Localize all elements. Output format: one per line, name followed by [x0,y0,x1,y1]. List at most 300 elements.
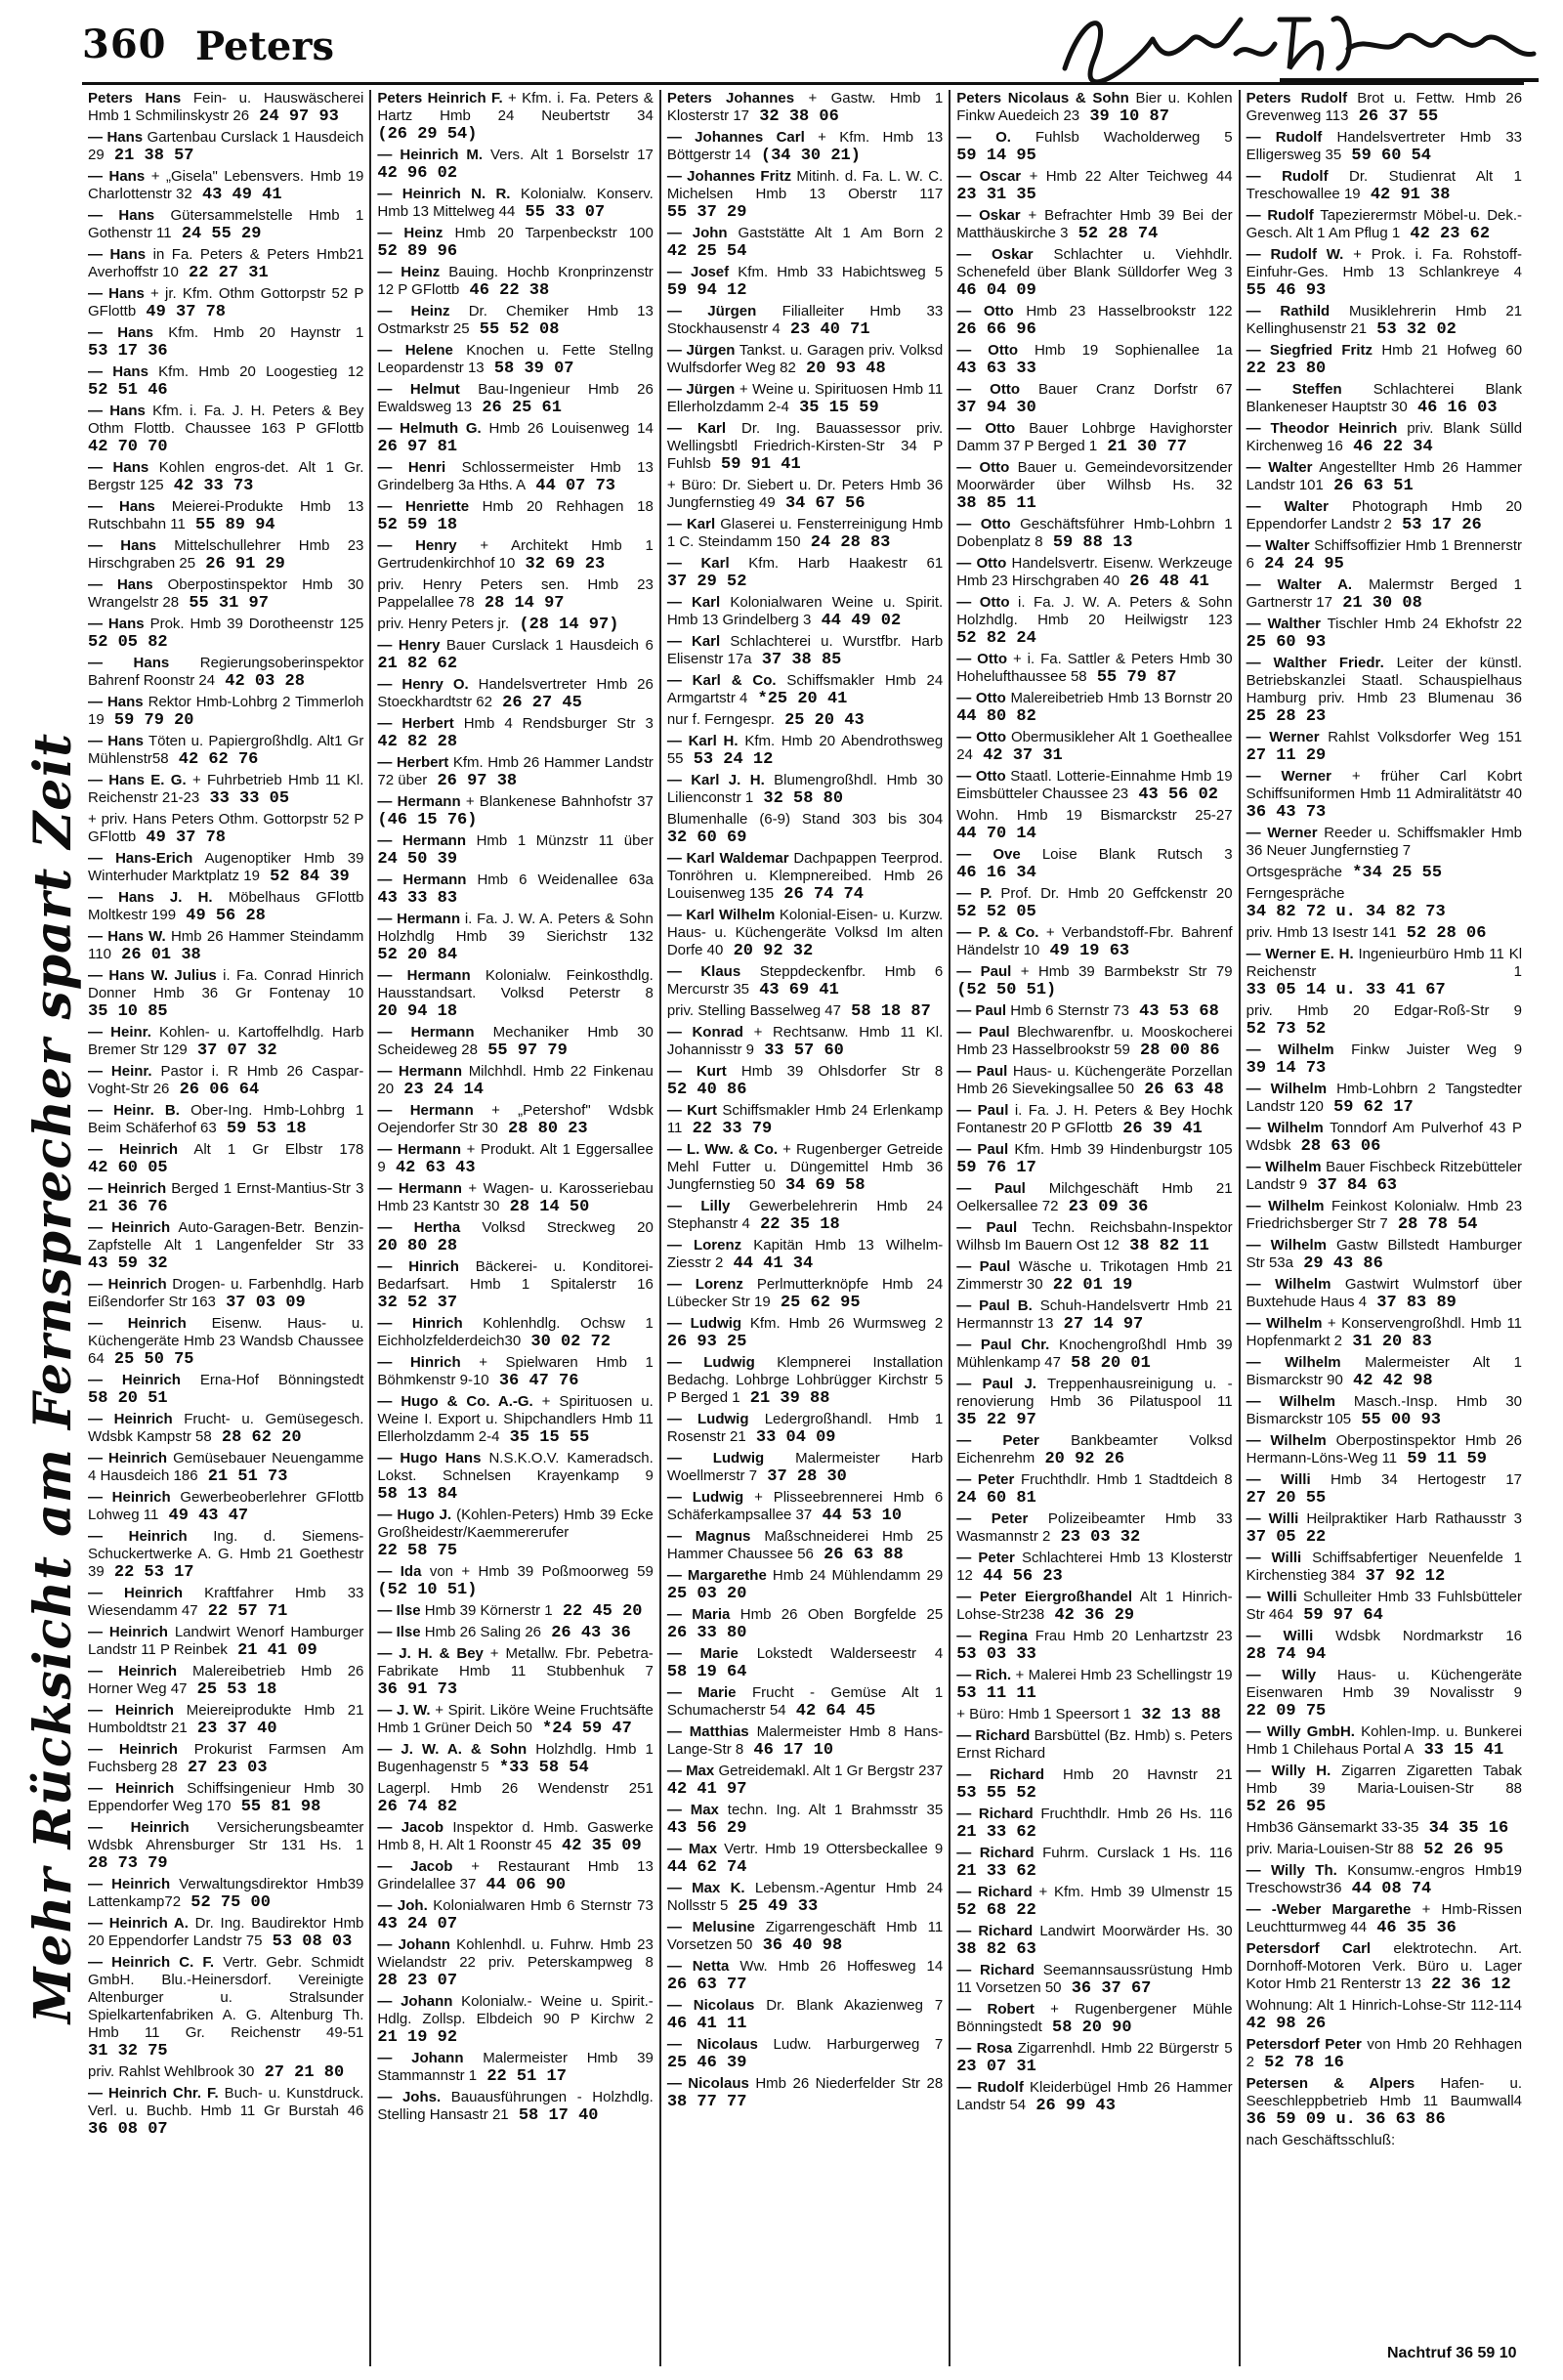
entry-name: — Walther [1246,616,1321,632]
entry-name: — Nicolaus [666,2036,758,2053]
entry-phone-number: 42 62 76 [178,750,259,769]
directory-entry [956,342,1232,378]
entry-details: Dr. Blank Akazienweg 7 [766,1997,944,2014]
entry-phone-number: 35 22 97 [956,1411,1036,1429]
entry-details: Frau Hmb 20 Lenhartzstr 23 [1035,1628,1233,1644]
entry-name: — Hugo J. [377,1507,452,1523]
entry-details: Fein- u. Hauswäscherei Hmb 1 Schmilinskystr 26 [88,90,364,124]
directory-entry [88,772,363,808]
entry-details: + Spielwaren Hmb 1 Böhmkenstr 9-10 [377,1354,654,1388]
entry-name: — Ludwig [666,1489,744,1506]
entry-details: Kolonialw. Konserv. Hmb 13 Mittelweg 44 [377,186,654,220]
entry-details: Fruchthdlr. Hmb 1 Stadtdeich 8 [1021,1471,1233,1488]
directory-entry [667,1354,943,1408]
entry-details: Milchhdl. Hmb 22 Finkenau 20 [377,1063,654,1097]
entry-phone-number: 46 35 36 [1376,1919,1457,1937]
entry-name: — Heinrich [88,1585,184,1601]
entry-details: Kfm. Hmb 26 Hammer Landstr 72 über [377,754,654,788]
directory-entry [1246,1432,1522,1468]
entry-phone-number: 28 14 97 [484,594,565,613]
directory-entry [956,768,1232,804]
entry-name: Peters Heinrich F. [377,90,503,106]
entry-phone-number: 42 36 29 [1054,1606,1135,1625]
directory-entry [956,1628,1232,1664]
entry-details: Kolonial-Eisen- u. Kurzw. Haus- u. Küchengeräte Volksd Im alten Dorfe 40 [666,907,944,958]
entry-phone-number: 21 51 73 [207,1467,288,1486]
entry-details: Hmb 26 Oben Borgfelde 25 [739,1606,944,1623]
directory-entry [88,1411,363,1447]
entry-details: nur f. Ferngespr. [666,711,775,728]
entry-phone-number: 38 82 63 [956,1940,1036,1959]
entry-name: — Hans [88,459,149,476]
entry-details: + Spirituosen u. Weine I. Export u. Shipchandlers Hmb 11 Ellerholzdamm 2-4 [377,1393,654,1445]
entry-phone-number: 26 99 43 [1035,2097,1116,2115]
entry-phone-number: 43 33 83 [377,889,458,908]
entry-name: — Lilly [666,1198,731,1214]
entry-details: Tankst. u. Garagen priv. Volksd Wulfsdorfer Weg 82 [666,342,944,376]
entry-details: Zigarrenhdl. Hmb 22 Bürgerstr 5 [1017,2040,1233,2057]
directory-entry [956,1258,1232,1295]
entry-name: — Werner E. H. [1246,946,1354,962]
entry-phone-number: 21 30 08 [1342,594,1422,613]
entry-phone-number: 44 06 90 [486,1876,567,1894]
entry-name: — Heinr. [88,1024,151,1041]
entry-phone-number: 52 75 00 [190,1893,271,1912]
directory-entry [956,729,1232,765]
entry-phone-number: 52 26 95 [1423,1841,1503,1859]
entry-phone-number: (26 29 54) [377,125,478,144]
entry-phone-number: 20 94 18 [377,1002,458,1021]
entry-name: — Nicolaus [666,2075,749,2092]
entry-details: i. Fa. Conrad Hinrich Donner Hmb 36 Gr Fontenay 10 [88,967,364,1001]
directory-entry [1246,576,1522,613]
entry-phone-number: 42 82 28 [377,733,458,751]
entry-phone-number: 25 28 23 [1246,707,1327,726]
directory-entry [956,1510,1232,1547]
entry-phone-number: 43 56 02 [1138,786,1218,804]
entry-phone-number: 21 82 62 [377,655,458,673]
directory-entry [1246,129,1522,165]
entry-details: Blechwarenfbr. u. Mooskocherei Hmb 23 Hasselbrookstr 59 [956,1024,1233,1058]
entry-details: Haus- u. Küchengeräte Porzellan Hmb 26 Sievekingsallee 50 [956,1063,1233,1097]
directory-entry [667,477,943,513]
entry-name: — Paul J. [956,1376,1036,1392]
entry-phone-number: 27 20 55 [1246,1489,1327,1508]
directory-entry [88,733,363,769]
directory-entry [377,715,653,751]
directory-entry [88,1180,363,1216]
entry-phone-number: 28 78 54 [1397,1215,1478,1234]
directory-entry [1246,1667,1522,1721]
entry-name: — Hermann [377,911,461,927]
entry-phone-number: 21 19 92 [377,2028,458,2047]
entry-details: Kfm. Hmb 20 Haynstr 1 [168,324,364,341]
entry-name: — J. H. & Bey [377,1645,484,1662]
entry-phone-number: 32 13 88 [1141,1706,1221,1724]
directory-entry [667,963,943,999]
entry-phone-number: 44 41 34 [733,1254,814,1273]
entry-phone-number: 28 23 07 [377,1972,458,1990]
entry-phone-number: 25 46 39 [666,2054,747,2072]
entry-details: Meierei-Produkte Hmb 13 Rutschbahn 11 [88,498,364,532]
entry-name: — Herbert [377,715,454,732]
entry-phone-number: 26 37 55 [1358,107,1439,126]
entry-name: — Johannes Fritz [666,168,792,185]
entry-details: Lagerpl. Hmb 26 Wendenstr 251 [377,1780,654,1797]
entry-details: Kohlen-Imp. u. Bunkerei Hmb 1 Chilehaus Portal A [1246,1723,1523,1758]
entry-details: Wohn. Hmb 19 Bismarckstr 25-27 [956,807,1233,824]
entry-details: Heilpraktiker Harb Rathausstr 3 [1306,1510,1523,1527]
entry-details: Zigarrengeschäft Hmb 11 Vorsetzen 50 [666,1919,944,1953]
entry-name: — Wilhelm [1246,1237,1327,1254]
entry-phone-number: (52 50 51) [956,981,1057,999]
entry-phone-number: 23 24 14 [403,1081,484,1099]
entry-name: — Rathild [1246,303,1331,319]
directory-entry [377,871,653,908]
entry-phone-number: 33 33 05 [209,789,290,808]
entry-name: — Hugo Hans [377,1450,482,1466]
entry-phone-number: 23 09 36 [1068,1198,1149,1216]
directory-entry [88,1585,363,1621]
entry-phone-number: 37 29 52 [666,573,747,591]
directory-entry [667,420,943,474]
entry-phone-number: 20 92 26 [1044,1450,1125,1468]
entry-name: — Hans-Erich [88,850,193,867]
entry-phone-number: 49 56 28 [186,907,266,925]
entry-phone-number: *33 58 54 [498,1759,589,1777]
directory-column-5 [1241,90,1528,2366]
entry-phone-number: 44 70 14 [956,825,1036,843]
entry-name: — Otto [956,420,1016,437]
entry-name: — Paul [956,1024,1010,1041]
entry-name: — Robert [956,2001,1035,2018]
entry-phone-number: 33 05 14 u. 33 41 67 [1246,981,1446,999]
entry-phone-number: 58 20 51 [88,1389,168,1408]
entry-details: Pastor i. R Hmb 26 Caspar-Voght-Str 26 [88,1063,364,1097]
entry-details: Dachpappen Teerprod. Tonröhren u. Klempnereibed. Hmb 26 Louisenweg 135 [666,850,944,902]
directory-entry [1246,420,1522,456]
entry-name: — Hans [88,733,144,749]
entry-name: — Wilhelm [1246,1393,1335,1410]
entry-phone-number: 46 41 11 [666,2015,747,2033]
directory-entry [956,555,1232,591]
entry-details: Bauer u. Gemeindevorsitzender Moorwärder über Wilhsb Hs. 32 [956,459,1233,493]
entry-details: + Plisseebrennerei Hmb 6 Schäferkampsallee 37 [666,1489,944,1523]
directory-entry [88,576,363,613]
entry-details: elektrotechn. Art. Dornhoff-Motoren Verk. Büro u. Lager Kotor Hmb 21 Renterstr 13 [1246,1940,1523,1992]
entry-name: — Richard [956,1962,1035,1978]
directory-entry [667,1276,943,1312]
entry-name: — Otto [956,594,1010,611]
entry-details: Hmb 20 Tarpenbeckstr 100 [454,225,654,241]
directory-entry [1246,2036,1522,2072]
entry-name: — Heinrich [88,1702,174,1719]
entry-details: Ortsgespräche [1246,864,1343,880]
entry-details: Getreidemakl. Alt 1 Gr Bergstr 237 [718,1763,944,1779]
entry-name: — Richard [956,1806,1034,1822]
entry-phone-number: 27 23 03 [187,1759,268,1777]
directory-entry [88,1819,363,1873]
directory-entry [88,285,363,321]
directory-entry [956,1962,1232,1998]
directory-entry [667,225,943,261]
entry-name: — Johann [377,2050,464,2066]
entry-name: — Karl [666,516,716,532]
entry-phone-number: 36 08 07 [88,2120,168,2139]
directory-entry [88,1624,363,1660]
directory-entry [667,2075,943,2111]
publisher-signature-logo [1055,0,1543,88]
entry-details: techn. Ing. Alt 1 Brahmsstr 35 [727,1802,944,1818]
entry-phone-number: 52 73 52 [1246,1020,1327,1039]
entry-details: + Büro: Dr. Siebert u. Dr. Peters Hmb 36 Jungfernstieg 49 [666,477,944,511]
entry-details: Hmb 1 Münzstr 11 über [476,832,654,849]
entry-phone-number: 22 58 75 [377,1542,458,1560]
directory-entry [667,594,943,630]
entry-name: — Paul [956,963,1012,980]
entry-details: Lokstedt Walderseestr 4 [756,1645,944,1662]
entry-phone-number: 59 91 41 [721,455,801,474]
entry-name: — Henry [377,537,457,554]
entry-phone-number: 35 15 59 [799,399,879,417]
entry-phone-number: 52 26 95 [1246,1798,1327,1816]
directory-entry [667,772,943,808]
entry-name: — Heinr. B. [88,1102,180,1119]
entry-details: Malereibetrieb Hmb 26 Horner Weg 47 [88,1663,364,1697]
directory-entry [667,1102,943,1138]
entry-details: Gaststätte Alt 1 Am Born 2 [738,225,944,241]
directory-entry [956,1063,1232,1099]
directory-entry [88,2085,363,2139]
entry-details: Bauing. Hochb Kronprinzenstr 12 P GFlottb [377,264,654,298]
directory-entry [1246,498,1522,534]
entry-details: Bauausführungen - Holzhdlg. Stelling Hansastr 21 [377,2089,654,2123]
entry-phone-number: 39 10 87 [1089,107,1169,126]
directory-entry [1246,885,1522,921]
directory-entry [667,1237,943,1273]
entry-details: + Produkt. Alt 1 Eggersallee 9 [377,1141,654,1175]
entry-details: Ferngespräche [1246,885,1345,902]
entry-details: + Weine u. Spirituosen Hmb 11 Ellerholzdamm 2-4 [666,381,944,415]
entry-details: Schlachterei Blank Blankeneser Hauptstr 30 [1246,381,1523,415]
entry-details: Dr. Ing. Bauassessor priv. Wellingsbtl Friedrich-Kirsten-Str 34 P Fuhlsb [666,420,944,472]
entry-name: — Jürgen [666,342,736,359]
entry-details: Ober-Ing. Hmb-Lohbrg 1 Beim Schäferhof 63 [88,1102,364,1136]
entry-phone-number: 43 24 07 [377,1915,458,1934]
directory-entry [88,1276,363,1312]
entry-details: Gastwirt Wulmstorf über Buxtehude Haus 4 [1246,1276,1523,1310]
entry-phone-number: 21 30 77 [1107,438,1188,456]
entry-details: + früher Carl Kobrt Schiffsuniformen Hmb 11 Admiralitätstr 40 [1246,768,1523,802]
entry-details: Staatl. Lotterie-Einnahme Hmb 19 Eimsbütteler Chaussee 23 [956,768,1233,802]
entry-details: Prok. Hmb 39 Dorotheenstr 125 [149,616,364,632]
entry-phone-number: 35 15 55 [509,1428,590,1447]
entry-name: — Karl Waldemar [666,850,789,867]
entry-details: Malermeister Alt 1 Bismarckstr 90 [1246,1354,1523,1388]
directory-entry [1246,825,1522,861]
entry-name: — Joh. [377,1897,428,1914]
entry-name: — Hermann [377,1141,462,1158]
entry-details: Bauer Cranz Dorfstr 67 [1037,381,1233,398]
entry-phone-number: 49 37 78 [146,829,227,847]
entry-phone-number: 52 52 05 [956,903,1036,921]
directory-entry [88,363,363,400]
entry-name: — Karl [666,555,730,572]
entry-name: — Nicolaus [666,1997,755,2014]
directory-entry [377,1507,653,1560]
entry-phone-number: 21 41 09 [237,1641,317,1660]
entry-details: Schlachterei Hmb 13 Klosterstr 12 [956,1550,1233,1584]
directory-entry [377,90,653,144]
entry-details: Barsbüttel (Bz. Hmb) s. Peters Ernst Richard [956,1727,1233,1762]
entry-name: — Heinrich [88,1372,181,1388]
entry-details: priv. Maria-Louisen-Str 88 [1246,1841,1415,1857]
entry-details: Ww. Hmb 26 Hoffesweg 14 [739,1958,944,1975]
directory-entry [667,2036,943,2072]
directory-entry [667,264,943,300]
entry-phone-number: 37 84 63 [1317,1176,1397,1195]
entry-name: — Karl & Co. [666,672,777,689]
directory-entry [88,207,363,243]
entry-name: — Matthias [666,1723,749,1740]
directory-entry [1246,924,1522,943]
entry-name: — Siegfried Fritz [1246,342,1373,359]
side-slogan-text: Mehr Rücksicht am Fernsprecher spart Zeit [23,732,84,2023]
entry-name: — Hans [88,576,153,593]
directory-entry [377,225,653,261]
entry-details: Regierungsoberinspektor Bahrenf Roonstr 24 [88,655,364,689]
entry-phone-number: 25 49 33 [738,1897,819,1916]
entry-details: Volksd Streckweg 20 [482,1219,654,1236]
directory-entry [667,1841,943,1877]
directory-entry [956,846,1232,882]
entry-phone-number: 25 62 95 [780,1294,861,1312]
entry-details: Berged 1 Ernst-Mantius-Str 3 [171,1180,364,1197]
entry-name: — Richard [956,1845,1035,1861]
entry-details: Hmb 26 Saling 26 [424,1624,542,1640]
entry-phone-number: 27 14 97 [1063,1315,1144,1334]
entry-details: + Fuhrbetrieb Hmb 11 Kl. Reichenstr 21-23 [88,772,364,806]
entry-details: Blumenhalle (6-9) Stand 303 bis 304 [666,811,944,828]
entry-phone-number: 58 17 40 [518,2106,599,2125]
entry-details: Kfm. Hmb 39 Hindenburgstr 105 [1014,1141,1233,1158]
entry-phone-number: 25 03 20 [666,1585,747,1603]
entry-phone-number: 33 57 60 [764,1041,844,1060]
entry-details: Steppdeckenfbr. Hmb 6 Mercurstr 35 [666,963,944,998]
entry-details: Techn. Reichsbahn-Inspektor Wilhsb Im Bauern Ost 12 [956,1219,1233,1254]
entry-name: — Hans W. Julius [88,967,217,984]
entry-name: — Hans [88,246,147,263]
directory-entry [956,420,1232,456]
entry-details: Ing. d. Siemens-Schuckertwerke A. G. Hmb 21 Goethestr 39 [88,1528,364,1580]
entry-phone-number: 26 06 64 [179,1081,260,1099]
entry-phone-number: 31 20 83 [1352,1333,1432,1351]
entry-name: — Hermann [377,1024,475,1041]
entry-phone-number: 24 28 83 [810,533,891,552]
entry-name: — Lorenz [666,1237,742,1254]
entry-details: Vers. Alt 1 Borselstr 17 [489,147,654,163]
entry-details: Schlachter u. Viehhdlr. Schenefeld über Blank Sülldorfer Weg 3 [956,246,1233,280]
entry-details: priv. Hmb 20 Edgar-Roß-Str 9 [1246,1002,1523,1019]
entry-details: + „Gisela" Lebensvers. Hmb 19 Charlottenstr 32 [88,168,364,202]
entry-name: — Oskar [956,207,1021,224]
directory-entry [1246,1510,1522,1547]
entry-phone-number: 26 63 48 [1144,1081,1224,1099]
directory-entry [667,90,943,126]
directory-entry [667,303,943,339]
directory-entry [377,1819,653,1855]
entry-phone-number: 25 53 18 [196,1680,277,1699]
entry-phone-number: 28 14 50 [509,1198,590,1216]
entry-details: Maßschneiderei Hmb 25 Hammer Chaussee 56 [666,1528,944,1562]
entry-phone-number: 24 24 95 [1264,555,1344,574]
entry-name: — Peter [956,1550,1015,1566]
entry-phone-number: 23 37 40 [196,1720,277,1738]
entry-phone-number: 26 27 45 [502,694,582,712]
entry-phone-number: 52 51 46 [88,381,168,400]
entry-phone-number: 26 97 81 [377,438,458,456]
entry-phone-number: 42 03 28 [225,672,305,691]
entry-details: Kraftfahrer Hmb 33 Wiesendamm 47 [88,1585,364,1619]
directory-entry [88,246,363,282]
entry-details: + Kfm. Hmb 13 Böttgerstr 14 [666,129,944,163]
entry-phone-number: 55 79 87 [1096,668,1177,687]
entry-phone-number: 42 96 02 [377,164,458,183]
directory-entry [1246,1723,1522,1760]
entry-phone-number: 52 84 39 [270,868,350,886]
entry-details: Wdsbk Nordmarkstr 16 [1335,1628,1523,1644]
entry-name: — Otto [956,459,1010,476]
directory-entry [667,1606,943,1642]
entry-name: Petersdorf Carl [1246,1940,1372,1957]
entry-phone-number: 55 52 08 [479,320,560,339]
entry-phone-number: 31 32 75 [88,2042,168,2061]
directory-entry [377,1180,653,1216]
entry-phone-number: 22 36 12 [1431,1976,1511,1994]
directory-entry [956,381,1232,417]
directory-entry [377,498,653,534]
directory-entry [667,129,943,165]
entry-details: Erna-Hof Bönningstedt [199,1372,364,1388]
entry-phone-number: 27 21 80 [264,2063,345,2082]
entry-name: — Willi [1246,1589,1297,1605]
entry-details: Schlossermeister Hmb 13 Grindelberg 3a Hths. A [377,459,654,493]
entry-phone-number: 43 63 33 [956,360,1036,378]
signature-stroke [1065,19,1534,82]
entry-phone-number: 44 49 02 [821,612,902,630]
directory-entry [956,1141,1232,1177]
entry-phone-number: 28 74 94 [1246,1645,1327,1664]
entry-details: Kolonialw. Feinkosthdlg. Hausstandsart. Volksd Peterstr 8 [377,967,654,1001]
entry-details: Lebensm.-Agentur Hmb 24 Nollsstr 5 [666,1880,944,1914]
entry-details: Mitinh. d. Fa. L. W. C. Michelsen Hmb 13 Oberstr 117 [666,168,944,202]
entry-details: Seemannsaussrüstung Hmb 11 Vorsetzen 50 [956,1962,1233,1996]
directory-entry [956,1706,1232,1724]
entry-name: — Jürgen [666,381,736,398]
entry-name: — Heinrich C. F. [88,1954,215,1971]
entry-phone-number: 52 20 84 [377,946,458,964]
entry-details: Handelsvertr. Eisenw. Werkzeuge Hmb 23 Hirschgraben 40 [956,555,1233,589]
entry-details: Versicherungsbeamter Wdsbk Ahrensburger Str 131 Hs. 1 [88,1819,364,1853]
entry-details: nach Geschäftsschluß: [1246,2132,1396,2148]
entry-details: Schlachterei u. Wurstfbr. Harb Elisenstr 17a [666,633,944,667]
entry-details: Eisenw. Haus- u. Küchengeräte Hmb 23 Wandsb Chaussee 64 [88,1315,364,1367]
directory-entry [667,516,943,552]
directory-entry [956,1024,1232,1060]
entry-phone-number: (52 10 51) [377,1581,478,1599]
entry-name: — Margarethe [666,1567,767,1584]
entry-name: — Lorenz [666,1276,743,1293]
